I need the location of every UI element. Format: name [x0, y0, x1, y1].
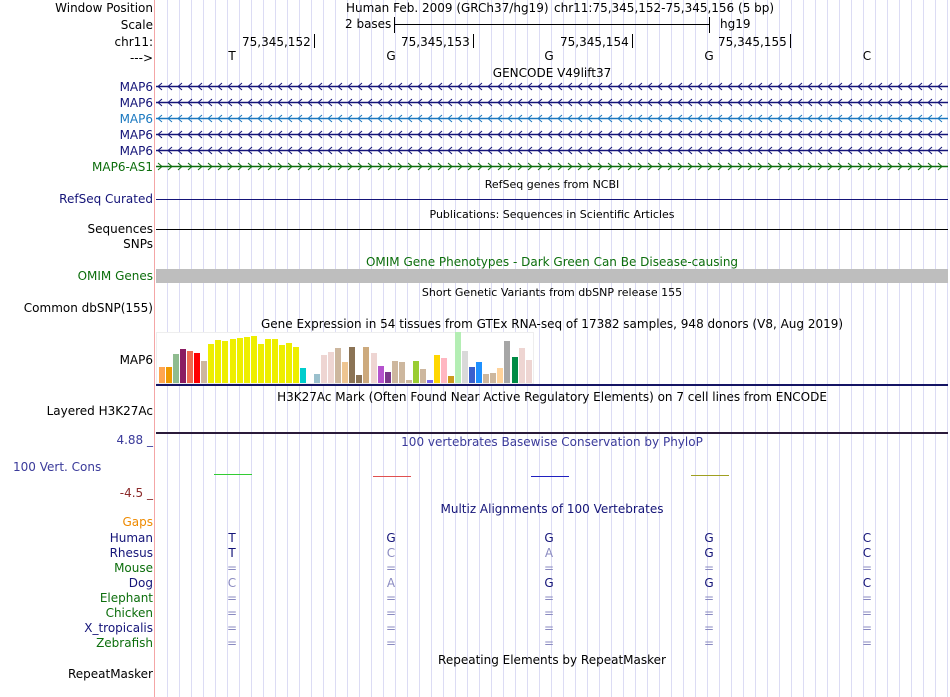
gtex-bar[interactable] — [208, 344, 214, 383]
alignment-base: = — [543, 606, 555, 620]
refseq-label[interactable]: RefSeq Curated — [59, 192, 153, 206]
alignment-base: = — [861, 621, 873, 635]
position-tick — [790, 34, 791, 48]
gtex-bar[interactable] — [476, 362, 482, 383]
base-letter: G — [386, 49, 396, 63]
dbsnp-title: Short Genetic Variants from dbSNP release 155 — [421, 286, 683, 299]
alignment-base: = — [543, 621, 555, 635]
alignment-base: = — [226, 561, 238, 575]
position-tick-label: 75,345,153 — [401, 35, 470, 49]
gtex-bar[interactable] — [237, 338, 243, 383]
gtex-bar[interactable] — [173, 354, 179, 383]
alignment-base: C — [862, 531, 872, 545]
alignment-base: T — [228, 546, 236, 560]
gtex-bar[interactable] — [483, 374, 489, 383]
scale-label: Scale — [120, 18, 153, 32]
base-letter: G — [544, 49, 554, 63]
species-label[interactable]: Elephant — [99, 591, 153, 605]
conservation-ymin: -4.5 _ — [119, 486, 153, 500]
gtex-bar[interactable] — [399, 362, 405, 383]
alignment-base: = — [226, 621, 238, 635]
gtex-bar[interactable] — [180, 349, 186, 383]
gtex-bar[interactable] — [441, 358, 447, 383]
publications-title: Publications: Sequences in Scientific Articles — [429, 208, 675, 221]
alignment-base: = — [861, 636, 873, 650]
species-label[interactable]: Zebrafish — [96, 636, 153, 650]
gtex-bar[interactable] — [244, 337, 250, 383]
alignment-base: = — [226, 591, 238, 605]
h3k27ac-title: H3K27Ac Mark (Often Found Near Active Regulatory Elements) on 7 cell lines from ENCODE — [277, 390, 827, 404]
gencode-title: GENCODE V49lift37 — [492, 66, 612, 80]
alignment-base: C — [862, 546, 872, 560]
alignment-base: T — [228, 531, 236, 545]
gtex-bar[interactable] — [490, 373, 496, 383]
gene-track-map6[interactable] — [156, 113, 948, 125]
alignment-base: = — [543, 561, 555, 575]
gtex-bar[interactable] — [328, 352, 334, 383]
gtex-bar[interactable] — [519, 348, 525, 383]
gtex-bar[interactable] — [215, 340, 221, 383]
species-label[interactable]: Rhesus — [109, 546, 153, 560]
gtex-bar[interactable] — [504, 341, 510, 383]
repeatmasker-label[interactable]: RepeatMasker — [67, 667, 153, 681]
base-letter: G — [704, 49, 714, 63]
position-tick — [632, 34, 633, 48]
gene-track-map6[interactable] — [156, 145, 948, 157]
gtex-bar[interactable] — [349, 347, 355, 383]
omim-track[interactable] — [156, 269, 948, 283]
gtex-bar[interactable] — [427, 380, 433, 383]
gtex-bar[interactable] — [469, 367, 475, 383]
gtex-bar[interactable] — [265, 339, 271, 383]
species-label[interactable]: X_tropicalis — [84, 621, 153, 635]
base-letter: C — [862, 49, 872, 63]
alignment-base: = — [385, 591, 397, 605]
gtex-bar[interactable] — [293, 347, 299, 383]
alignment-base: = — [385, 561, 397, 575]
gtex-bar[interactable] — [279, 345, 285, 383]
conservation-ymax: 4.88 _ — [116, 433, 153, 447]
gtex-bar[interactable] — [526, 360, 532, 383]
gtex-bar[interactable] — [434, 355, 440, 383]
scale-db: hg19 — [720, 17, 751, 31]
gene-track-map6[interactable] — [156, 129, 948, 141]
alignment-base: = — [703, 561, 715, 575]
conservation-label[interactable]: 100 Vert. Cons — [13, 460, 102, 474]
alignment-base: = — [861, 606, 873, 620]
alignment-base: = — [703, 591, 715, 605]
position-label[interactable]: chr11:75,345,152-75,345,156 (5 bp) — [554, 1, 775, 15]
gene-label[interactable]: MAP6 — [119, 80, 153, 94]
gtex-bar[interactable] — [314, 374, 320, 383]
h3k27ac-track[interactable] — [156, 432, 948, 434]
gtex-bar[interactable] — [201, 361, 207, 383]
alignment-base: = — [543, 636, 555, 650]
alignment-base: = — [543, 591, 555, 605]
omim-label[interactable]: OMIM Genes — [77, 269, 153, 283]
alignment-base: = — [385, 636, 397, 650]
assembly-label: Human Feb. 2009 (GRCh37/hg19) — [346, 1, 549, 15]
position-tick — [314, 34, 315, 48]
alignment-base: A — [544, 546, 554, 560]
alignment-base: = — [226, 606, 238, 620]
alignment-base: = — [385, 621, 397, 635]
scale-bar-tick — [709, 17, 710, 33]
alignment-base: A — [386, 576, 396, 590]
multiz-title: Multiz Alignments of 100 Vertebrates — [440, 502, 664, 516]
gtex-bar[interactable] — [371, 353, 377, 383]
alignment-base: C — [862, 576, 872, 590]
strand-label: ---> — [129, 51, 153, 65]
chrom-label: chr11: — [114, 35, 153, 49]
gene-track-map6[interactable] — [156, 97, 948, 109]
species-label[interactable]: Chicken — [105, 606, 153, 620]
species-label[interactable]: Mouse — [114, 561, 153, 575]
alignment-base: G — [704, 576, 714, 590]
gtex-bar[interactable] — [378, 366, 384, 383]
alignment-base: G — [704, 531, 714, 545]
gtex-bar[interactable] — [222, 341, 228, 383]
gtex-bar[interactable] — [230, 339, 236, 383]
species-label[interactable]: Dog — [128, 576, 153, 590]
alignment-base: G — [544, 576, 554, 590]
alignment-base: C — [227, 576, 237, 590]
gtex-bar[interactable] — [462, 351, 468, 383]
gene-label[interactable]: MAP6 — [119, 96, 153, 110]
gtex-bar[interactable] — [251, 336, 257, 383]
gtex-bar[interactable] — [392, 361, 398, 383]
gtex-bar[interactable] — [194, 353, 200, 383]
alignment-base: = — [861, 591, 873, 605]
gtex-bar[interactable] — [448, 376, 454, 383]
alignment-base: G — [704, 546, 714, 560]
alignment-base: C — [386, 546, 396, 560]
gtex-bar[interactable] — [363, 347, 369, 383]
phylop-score-mark[interactable] — [691, 475, 729, 476]
gtex-bar[interactable] — [342, 362, 348, 383]
alignment-base: = — [703, 636, 715, 650]
gene-track-map6-as1[interactable] — [156, 161, 948, 173]
gene-track-map6[interactable] — [156, 81, 948, 93]
gtex-bar[interactable] — [272, 339, 278, 383]
gene-label[interactable]: MAP6 — [119, 144, 153, 158]
scale-bar-tick — [394, 17, 395, 33]
repeatmasker-title: Repeating Elements by RepeatMasker — [438, 653, 666, 667]
alignment-base: G — [544, 531, 554, 545]
snps-label[interactable]: SNPs — [123, 237, 153, 251]
gtex-bar[interactable] — [321, 355, 327, 383]
phylop-score-mark[interactable] — [373, 476, 411, 477]
gtex-label[interactable]: MAP6 — [119, 353, 153, 367]
gtex-bar[interactable] — [356, 375, 362, 383]
gtex-bar[interactable] — [420, 369, 426, 383]
species-label[interactable]: Human — [109, 531, 153, 545]
label-divider — [154, 0, 155, 697]
refseq-track[interactable] — [156, 199, 948, 200]
gtex-baseline — [156, 384, 948, 386]
gtex-bar[interactable] — [187, 351, 193, 383]
gtex-bar[interactable] — [300, 368, 306, 383]
gene-label[interactable]: MAP6 — [119, 128, 153, 142]
gtex-bar[interactable] — [497, 368, 503, 383]
alignment-base: = — [385, 606, 397, 620]
gtex-title: Gene Expression in 54 tissues from GTEx RNA-seq of 17382 samples, 948 donors (V8, Aug 2019) — [260, 317, 844, 331]
publications-label[interactable]: Sequences — [87, 222, 153, 236]
publications-track[interactable] — [156, 229, 948, 230]
gtex-bar[interactable] — [159, 367, 165, 383]
alignment-base: G — [386, 531, 396, 545]
gene-label[interactable]: MAP6 — [119, 112, 153, 126]
scale-text: 2 bases — [345, 17, 392, 31]
gtex-bar[interactable] — [335, 348, 341, 383]
gtex-bar[interactable] — [286, 343, 292, 383]
base-letter: T — [228, 49, 236, 63]
position-tick-label: 75,345,152 — [242, 35, 311, 49]
phylop-score-mark[interactable] — [531, 476, 569, 477]
gtex-bar[interactable] — [455, 332, 461, 383]
gene-label[interactable]: MAP6-AS1 — [92, 160, 153, 174]
gtex-bar[interactable] — [258, 344, 264, 383]
gaps-label: Gaps — [122, 515, 153, 529]
window-position-label: Window Position — [55, 1, 153, 15]
scale-bar — [394, 24, 710, 25]
gtex-bar[interactable] — [512, 357, 518, 383]
dbsnp-label[interactable]: Common dbSNP(155) — [23, 301, 153, 315]
position-tick — [473, 34, 474, 48]
conservation-title: 100 vertebrates Basewise Conservation by PhyloP — [401, 435, 703, 449]
phylop-score-mark[interactable] — [214, 474, 252, 475]
gtex-bar[interactable] — [413, 361, 419, 383]
h3k27ac-label[interactable]: Layered H3K27Ac — [46, 404, 153, 418]
gtex-chart[interactable] — [156, 332, 534, 384]
position-tick-label: 75,345,154 — [560, 35, 629, 49]
refseq-title: RefSeq genes from NCBI — [484, 178, 620, 191]
position-tick-label: 75,345,155 — [718, 35, 787, 49]
gtex-bar[interactable] — [166, 367, 172, 383]
gtex-bar[interactable] — [406, 380, 412, 383]
alignment-base: = — [703, 606, 715, 620]
alignment-base: = — [226, 636, 238, 650]
omim-title: OMIM Gene Phenotypes - Dark Green Can Be Disease-causing — [365, 255, 739, 269]
alignment-base: = — [861, 561, 873, 575]
alignment-base: = — [703, 621, 715, 635]
gtex-bar[interactable] — [385, 372, 391, 383]
